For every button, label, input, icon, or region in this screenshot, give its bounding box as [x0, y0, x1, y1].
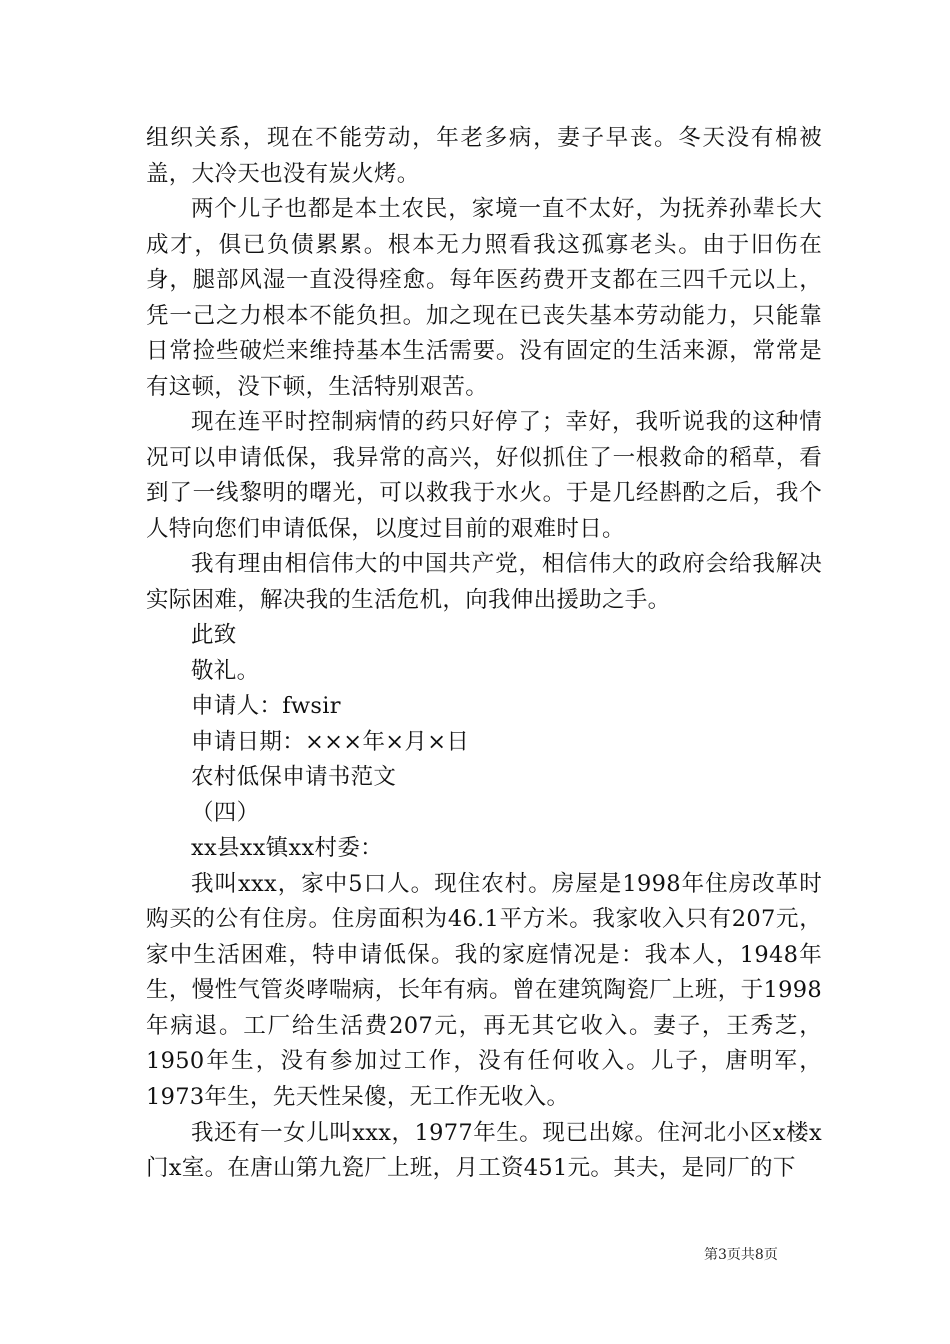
section-title: 农村低保申请书范文 — [191, 764, 397, 790]
closing-greeting: 此致 — [191, 622, 237, 648]
application-date-line: 申请日期：×××年×月×日 — [191, 728, 470, 755]
paragraph-family-situation: 我叫xxx，家中5口人。现住农村。房屋是1998年住房改革时购买的公有住房。住房面积为46.1平方米。我家收入只有207元，家中生活困难，特申请低保。我的家庭情况是：我本人，1948年生，慢性气管炎哮喘病，长年有病。曾在建筑陶瓷厂上班，于1998年病退。工厂给生活费207元，再无其它收入。妻子，王秀芝，1950年生，没有参加过工作，没有任何收入。儿子，唐明军，1973年生，先天性呆傻，无工作无收入。 — [146, 870, 822, 1110]
addressee-line: xx县xx镇xx村委： — [191, 835, 383, 861]
paragraph-trust-government: 我有理由相信伟大的中国共产党，相信伟大的政府会给我解决实际困难，解决我的生活危机，向我伸出援助之手。 — [146, 551, 822, 613]
paragraph-sons-situation: 两个儿子也都是本土农民，家境一直不太好，为抚养孙辈长大成才，俱已负债累累。根本无力照看我这孤寡老头。由于旧伤在身，腿部风湿一直没得痊愈。每年医药费开支都在三四千元以上，凭一己之力根本不能负担。加之现在已丧失基本劳动能力，只能靠日常捡些破烂来维持基本生活需要。没有固定的生活来源，常常是有这顿，没下顿，生活特别艰苦。 — [146, 196, 822, 400]
section-number: （四） — [191, 799, 260, 826]
applicant-line: 申请人：fwsir — [191, 693, 341, 719]
paragraph-apply-reason: 现在连平时控制病情的药只好停了；幸好，我听说我的这种情况可以申请低保，我异常的高兴，好似抓住了一根救命的稻草，看到了一线黎明的曙光，可以救我于水火。于是几经斟酌之后，我个人特向您们申请低保，以度过目前的艰难时日。 — [146, 409, 822, 542]
paragraph-daughter-situation: 我还有一女儿叫xxx，1977年生。现已出嫁。住河北小区x楼x门x室。在唐山第九瓷厂上班，月工资451元。其夫，是同厂的下 — [146, 1119, 822, 1181]
page-number-footer: 第3页共8页 — [704, 1247, 778, 1263]
closing-salute: 敬礼。 — [191, 657, 260, 684]
document-body — [146, 121, 822, 1187]
paragraph-continuation: 组织关系，现在不能劳动，年老多病，妻子早丧。冬天没有棉被盖，大冷天也没有炭火烤。 — [146, 125, 822, 187]
